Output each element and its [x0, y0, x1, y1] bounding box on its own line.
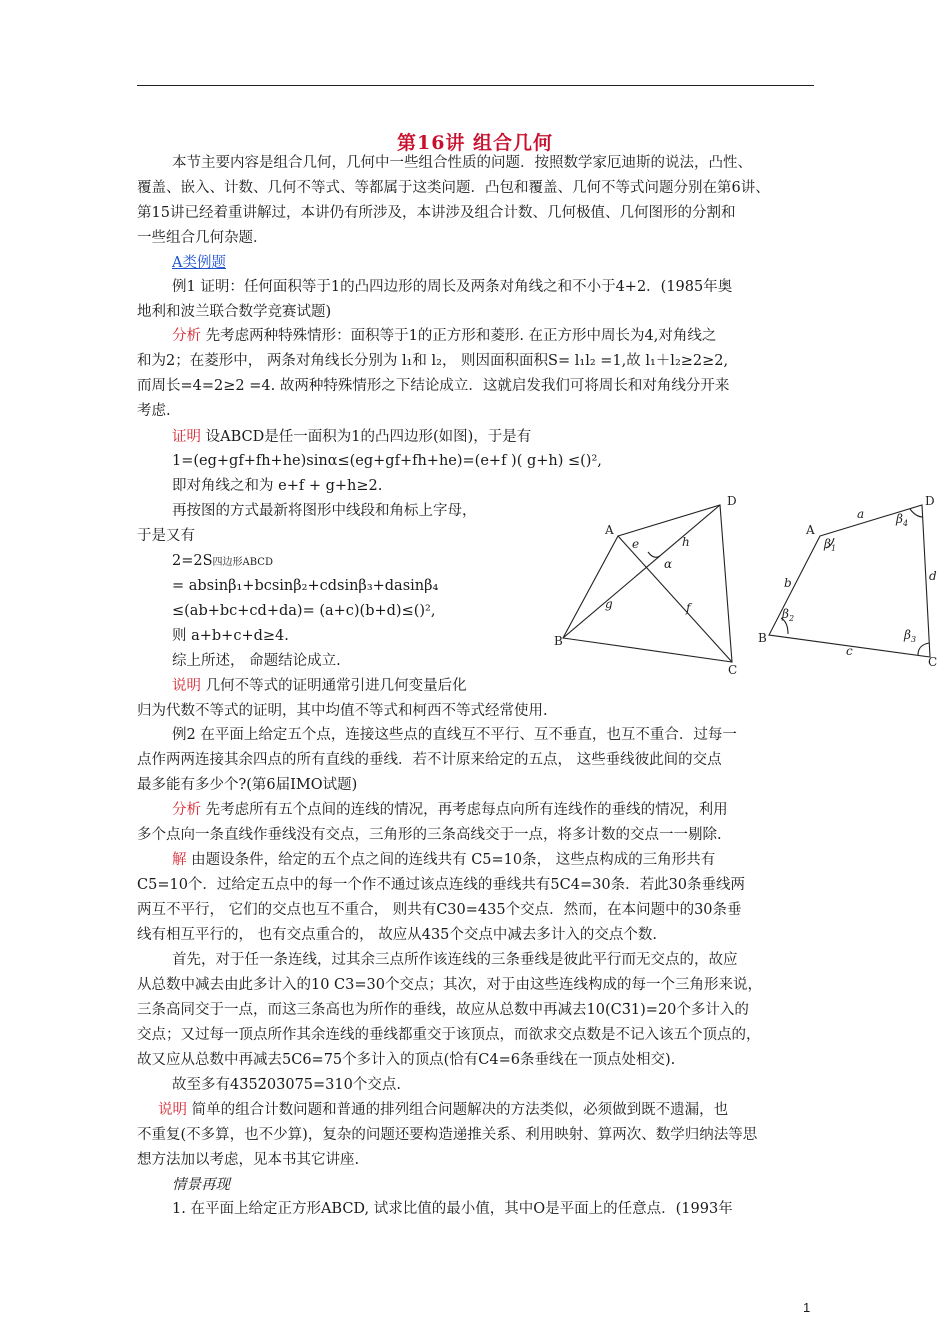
- example2-solution: [172, 850, 715, 870]
- solution-text: 由题设条件，给定的五个点之间的连线共有 C5=10条， 这些点构成的三角形共有: [186, 852, 716, 868]
- proof-line: 于是又有: [137, 528, 195, 544]
- quadrilateral-outline: [563, 505, 732, 662]
- angle-beta1-label: $\beta_1$: [824, 537, 837, 553]
- example2-analysis: [172, 800, 728, 820]
- note-line: 不重复(不多算，也不少算)，复杂的问题还要构造递推关系、利用映射、算两次、数学归纳法等思: [137, 1127, 758, 1143]
- diagonal-bd: [563, 505, 720, 638]
- example1-label: 例1: [172, 279, 196, 295]
- proof-label: 证明: [172, 429, 201, 445]
- scene-heading: 情景再现: [172, 1177, 230, 1193]
- segment-f-label: f: [686, 601, 691, 615]
- example1-proof: [172, 427, 531, 447]
- vertex-b-label: B: [758, 631, 767, 645]
- solution-conclusion: 故至多有43̄52̄03̄075=310个交点.: [172, 1077, 401, 1093]
- section-a-link[interactable]: A类例题: [172, 255, 226, 271]
- note-text: 几何不等式的证明通常引进几何变量后化: [201, 678, 467, 694]
- segment-h-label: h: [682, 535, 690, 549]
- note-line: 想方法加以考虑，见本书其它讲座.: [137, 1152, 360, 1168]
- diagonal-ac: [618, 536, 732, 662]
- angle-beta4-label: $\beta_4$: [896, 512, 909, 528]
- analysis-line: 多个点向一条直线作垂线没有交点，三角形的三条高线交于一点，将多计数的交点一一剔除.: [137, 827, 722, 843]
- vertex-a-label: A: [605, 523, 614, 537]
- analysis-line: 考虑.: [137, 403, 171, 419]
- example2-statement: [172, 725, 737, 745]
- example1-statement: [172, 277, 732, 297]
- solution-line: 故又应从总数中再减去5C6=75个多计入的顶点(恰有C4=6条垂线在一顶点处相交).: [137, 1052, 676, 1068]
- note-line: 归为代数不等式的证明，其中均值不等式和柯西不等式经常使用.: [137, 703, 548, 719]
- proof-text: 设ABCD是任一面积为1的凸四边形(如图)，于是有: [201, 429, 532, 445]
- angle-beta3-label: $\beta_3$: [904, 628, 917, 644]
- vertex-c-label: C: [928, 655, 938, 669]
- angle-alpha-label: α: [664, 557, 673, 571]
- scene-item-1: 1. 在平面上给定正方形ABCD, 试求比值的最小值，其中O是平面上的任意点．(1993年: [172, 1201, 733, 1217]
- side-a-label: a: [857, 507, 865, 521]
- note-text: 简单的组合计数问题和普通的排列组合问题解决的方法类似，必须做到既不遗漏，也: [187, 1102, 729, 1118]
- vertex-a-label: A: [806, 523, 815, 537]
- solution-line: C5=10个．过给定五点中的每一个作不通过该点连线的垂线共有5C4=30条．若此30条垂线两: [137, 877, 746, 893]
- vertex-d-label: D: [727, 494, 737, 508]
- analysis-line: 而周长=4=2≥2 =4. 故两种特殊情形之下结论成立．这就启发我们可将周长和对角线分开来: [137, 378, 730, 394]
- vertex-d-label: D: [925, 494, 935, 508]
- example2-line: 点作两两连接其余四点的所有直线的垂线．若不计原来给定的五点， 这些垂线彼此间的交点: [137, 752, 722, 768]
- example2-note: [158, 1100, 728, 1120]
- example1-analysis: [172, 326, 716, 346]
- vertex-c-label: C: [728, 663, 738, 675]
- solution-label: 解: [172, 852, 187, 868]
- intro-line: 第15讲已经着重讲解过，本讲仍有所涉及，本讲涉及组合计数、几何极值、几何图形的分割和: [137, 205, 736, 221]
- side-d-label: d: [929, 569, 937, 583]
- proof-area-eq: 2=2S: [172, 553, 213, 569]
- segment-g-label: g: [605, 597, 613, 611]
- proof-line: 1=(eg+gf+fh+he)sinα≤(eg+gf+fh+he)=(e+f )( g+h) ≤()²,: [172, 453, 602, 469]
- area-subscript: 四边形ABCD: [212, 557, 273, 568]
- angle-alpha-arc: [648, 552, 660, 557]
- angle-beta4-arc: [910, 509, 923, 517]
- angle-beta3-arc: [918, 643, 929, 655]
- proof-line: 综上所述， 命题结论成立.: [172, 653, 341, 669]
- example2-label: 例2: [172, 727, 196, 743]
- proof-line: 再按图的方式最新将图形中线段和角标上字母，: [172, 503, 477, 519]
- quadrilateral-figure-diagonals: [550, 490, 750, 675]
- lecture-title: 第16讲 组合几何: [396, 132, 554, 154]
- intro-line: 覆盖、嵌入、计数、几何不等式、等都属于这类问题．凸包和覆盖、几何不等式问题分别在第6讲、: [137, 180, 770, 196]
- solution-line: 三条高同交于一点，而这三条高也为所作的垂线，故应从总数中再减去10(C3̄1)=20个多计入的: [137, 1002, 749, 1018]
- side-b-label: b: [784, 576, 792, 590]
- example2-line: 最多能有多少个?(第6届IMO试题): [137, 777, 358, 793]
- proof-line: [172, 551, 273, 573]
- header-rule: [137, 85, 814, 86]
- solution-line: 交点；又过每一顶点所作其余连线的垂线都重交于该顶点，而欲求交点数是不记入该五个顶点的，: [137, 1027, 761, 1043]
- vertex-b-label: B: [554, 634, 563, 648]
- solution-line: 从总数中减去由此多计入的10 C3=30个交点；其次，对于由这些连线构成的每一个三角形来说，: [137, 977, 762, 993]
- proof-line: = absinβ₁+bcsinβ₂+cdsinβ₃+dasinβ₄: [172, 578, 439, 594]
- analysis-line: 和为2；在菱形中， 两条对角线长分别为 l₁和 l₂， 则因面积面积S= l₁l₂ =1,故 l₁＋l₂≥2≥2,: [137, 353, 729, 369]
- intro-line: 一些组合几何杂题．: [137, 230, 268, 246]
- side-c-label: c: [846, 644, 853, 658]
- solution-line: 两互不平行， 它们的交点也互不重合， 则共有C30=435个交点．然而，在本问题中的30条垂: [137, 902, 742, 918]
- analysis-text: 先考虑所有五个点间的连线的情况，再考虑每点向所有连线作的垂线的情况，利用: [201, 802, 728, 818]
- example1-text: 证明：任何面积等于1的凸四边形的周长及两条对角线之和不小于4+2．(1985年奥: [195, 279, 733, 295]
- note-label: 说明: [172, 678, 201, 694]
- page-number: 1: [803, 1300, 811, 1315]
- example1-note: [172, 676, 467, 696]
- analysis-text: 先考虑两种特殊情形：面积等于1的正方形和菱形. 在正方形中周长为4,对角线之: [201, 328, 717, 344]
- proof-line: 则 a+b+c+d≥4.: [172, 628, 289, 644]
- example2-text: 在平面上给定五个点，连接这些点的直线互不平行、互不垂直，也互不重合．过每一: [195, 727, 737, 743]
- angle-beta2-label: $\beta_2$: [782, 607, 795, 623]
- solution-line: 线有相互平行的， 也有交点重合的， 故应从435个交点中减去多计入的交点个数.: [137, 927, 658, 943]
- example1-statement-cont: 地利和波兰联合数学竞赛试题): [137, 304, 332, 320]
- quadrilateral-figure-sides: [752, 490, 947, 675]
- intro-line: 本节主要内容是组合几何，几何中一些组合性质的问题．按照数学家厄迪斯的说法，凸性、: [172, 155, 752, 171]
- note-label: 说明: [158, 1102, 187, 1118]
- analysis-label: 分析: [172, 802, 201, 818]
- proof-line: 即对角线之和为 e+f + g+h≥2.: [172, 478, 383, 494]
- segment-e-label: e: [632, 537, 640, 551]
- proof-line: ≤(ab+bc+cd+da)= (a+c)(b+d)≤()²,: [172, 603, 436, 619]
- solution-line: 首先，对于任一条连线，过其余三点所作该连线的三条垂线是彼此平行而无交点的，故应: [172, 952, 738, 968]
- analysis-label: 分析: [172, 328, 201, 344]
